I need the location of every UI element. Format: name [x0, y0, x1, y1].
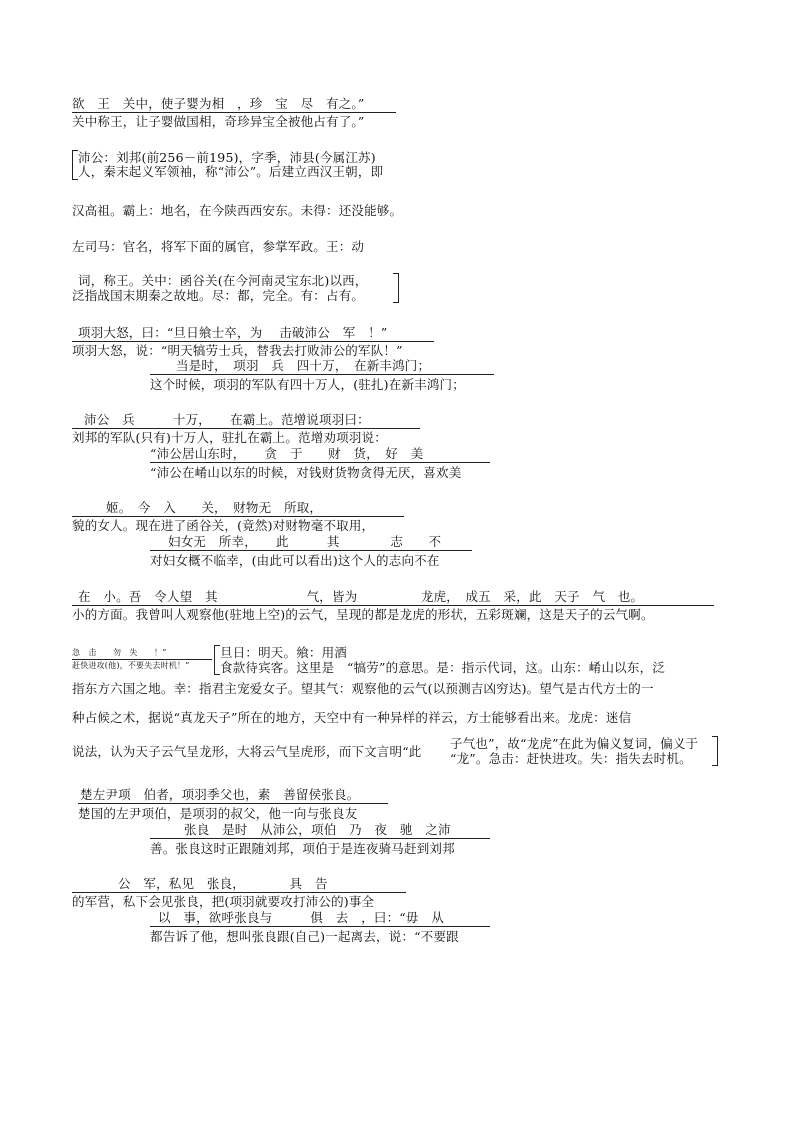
note-line: 汉高祖。霸上：地名，在今陕西西安东。未得：还没能够。 — [72, 203, 403, 218]
original-line: 当是时， 项羽 兵 四十万， 在新丰鸿门； — [176, 358, 431, 373]
original-line: 姬。 今 入 关， 财物无 所取， — [106, 500, 323, 515]
divider — [72, 659, 212, 660]
divider — [72, 516, 404, 517]
note-line: 泛指战国末期秦之故地。尽：都，完全。有：占有。 — [72, 288, 365, 303]
note-line: 沛公：刘邦(前256－前195)，字季，沛县(今属江苏) — [78, 150, 376, 165]
original-line: 张良 是时 从沛公，项伯 乃 夜 驰 之沛 — [184, 822, 451, 837]
note-bracket-right — [393, 273, 399, 303]
original-line: 沛公 兵 十万， 在霸上。范增说项羽曰： — [84, 412, 370, 427]
divider — [150, 462, 490, 463]
translation-line: 刘邦的军队(只有)十万人，驻扎在霸上。范增劝项羽说： — [72, 430, 387, 445]
original-line: 以 事，欲呼张良与 俱 去 ，曰：“毋 从 — [158, 910, 444, 925]
divider — [150, 838, 490, 839]
note-line: 说法，认为天子云气呈龙形，大将云气呈虎形，而下文言明“此 — [72, 744, 422, 759]
original-line: “沛公居山东时， 贪 于 财 货， 好 美 — [150, 446, 424, 461]
note-line: 人，秦末起义军领袖，称“沛公”。后建立西汉王朝，即 — [78, 164, 384, 179]
divider — [72, 341, 434, 342]
original-line: 项羽大怒，曰：“旦日飨士卒，为 击破沛公 军 ！” — [78, 325, 388, 340]
translation-line: 对妇女概不临幸，(由此可以看出)这个人的志向不在 — [150, 553, 440, 568]
note-line: 旦日：明天。飨：用酒 — [220, 645, 348, 660]
divider — [150, 550, 472, 551]
original-line: 急 击 勿 失 ！” — [72, 648, 167, 657]
note-line: “龙”。急击：赶快进攻。失：指失去时机。 — [450, 751, 692, 766]
translation-line: 的军营，私下会见张良，把(项羽就要攻打沛公的)事全 — [72, 894, 375, 909]
translation-line: 都告诉了他，想叫张良跟(自己)一起离去，说：“不要跟 — [150, 929, 459, 944]
original-line: 欲 王 关中，使子婴为相 ，珍 宝 尽 有之。” — [72, 96, 365, 111]
translation-line: 善。张良这时正跟随刘邦，项伯于是连夜骑马赶到刘邦 — [150, 841, 455, 856]
note-line: 左司马：官名，将军下面的属官，参掌军政。王：动 — [72, 239, 365, 254]
original-line: 公 军，私见 张良， 具 告 — [118, 876, 328, 891]
divider — [150, 374, 494, 375]
original-line: 楚左尹项 伯者，项羽季父也，素 善留侯张良。 — [80, 787, 360, 802]
original-line: 妇女无 所幸， 此 其 志 不 — [168, 534, 442, 549]
note-line: 子气也”，故“龙虎”在此为偏义复词，偏义于 — [450, 736, 699, 751]
translation-line: 项羽大怒，说：“明天犒劳士兵，替我去打败沛公的军队！” — [72, 343, 403, 358]
translation-line: 这个时候，项羽的军队有四十万人，(驻扎)在新丰鸿门； — [150, 377, 465, 392]
divider — [72, 605, 714, 606]
translation-line: 貌的女人。现在进了函谷关，(竟然)对财物毫不取用， — [72, 518, 375, 533]
translation-line: 赶快进攻(他)，不要失去时机！” — [72, 661, 190, 670]
note-line: 指东方六国之地。幸：指君主宠爱女子。望其气：观察他的云气(以预测吉凶穷达)。望气是古代方士的一 — [72, 681, 654, 696]
note-line: 词，称王。关中：函谷关(在今河南灵宝东北)以西， — [78, 273, 368, 288]
note-bracket-right — [712, 736, 718, 766]
note-line: 食款待宾客。这里是 “犒劳”的意思。是：指示代词，这。山东：崤山以东，泛 — [220, 660, 665, 675]
note-line: 种占候之术，据说“真龙天子”所在的地方，天空中有一种异样的祥云，方士能够看出来。龙虎：迷信 — [72, 710, 632, 725]
translation-line: “沛公在崤山以东的时候，对钱财货物贪得无厌，喜欢美 — [150, 465, 462, 480]
translation-line: 楚国的左尹项伯，是项羽的叔父，他一向与张良友 — [78, 806, 358, 821]
translation-line: 小的方面。我曾叫人观察他(驻地上空)的云气，呈现的都是龙虎的形状，五彩斑斓，这是天子的云气啊。 — [72, 607, 654, 622]
divider — [72, 892, 406, 893]
divider — [72, 112, 396, 113]
divider — [150, 926, 490, 927]
divider — [72, 428, 420, 429]
translation-line: 关中称王，让子婴做国相，奇珍异宝全被他占有了。” — [72, 114, 365, 129]
original-line: 在 小。吾 令人望 其 气，皆为 龙虎， 成五 采，此 天子 气 也。 — [78, 589, 644, 604]
divider — [78, 803, 388, 804]
